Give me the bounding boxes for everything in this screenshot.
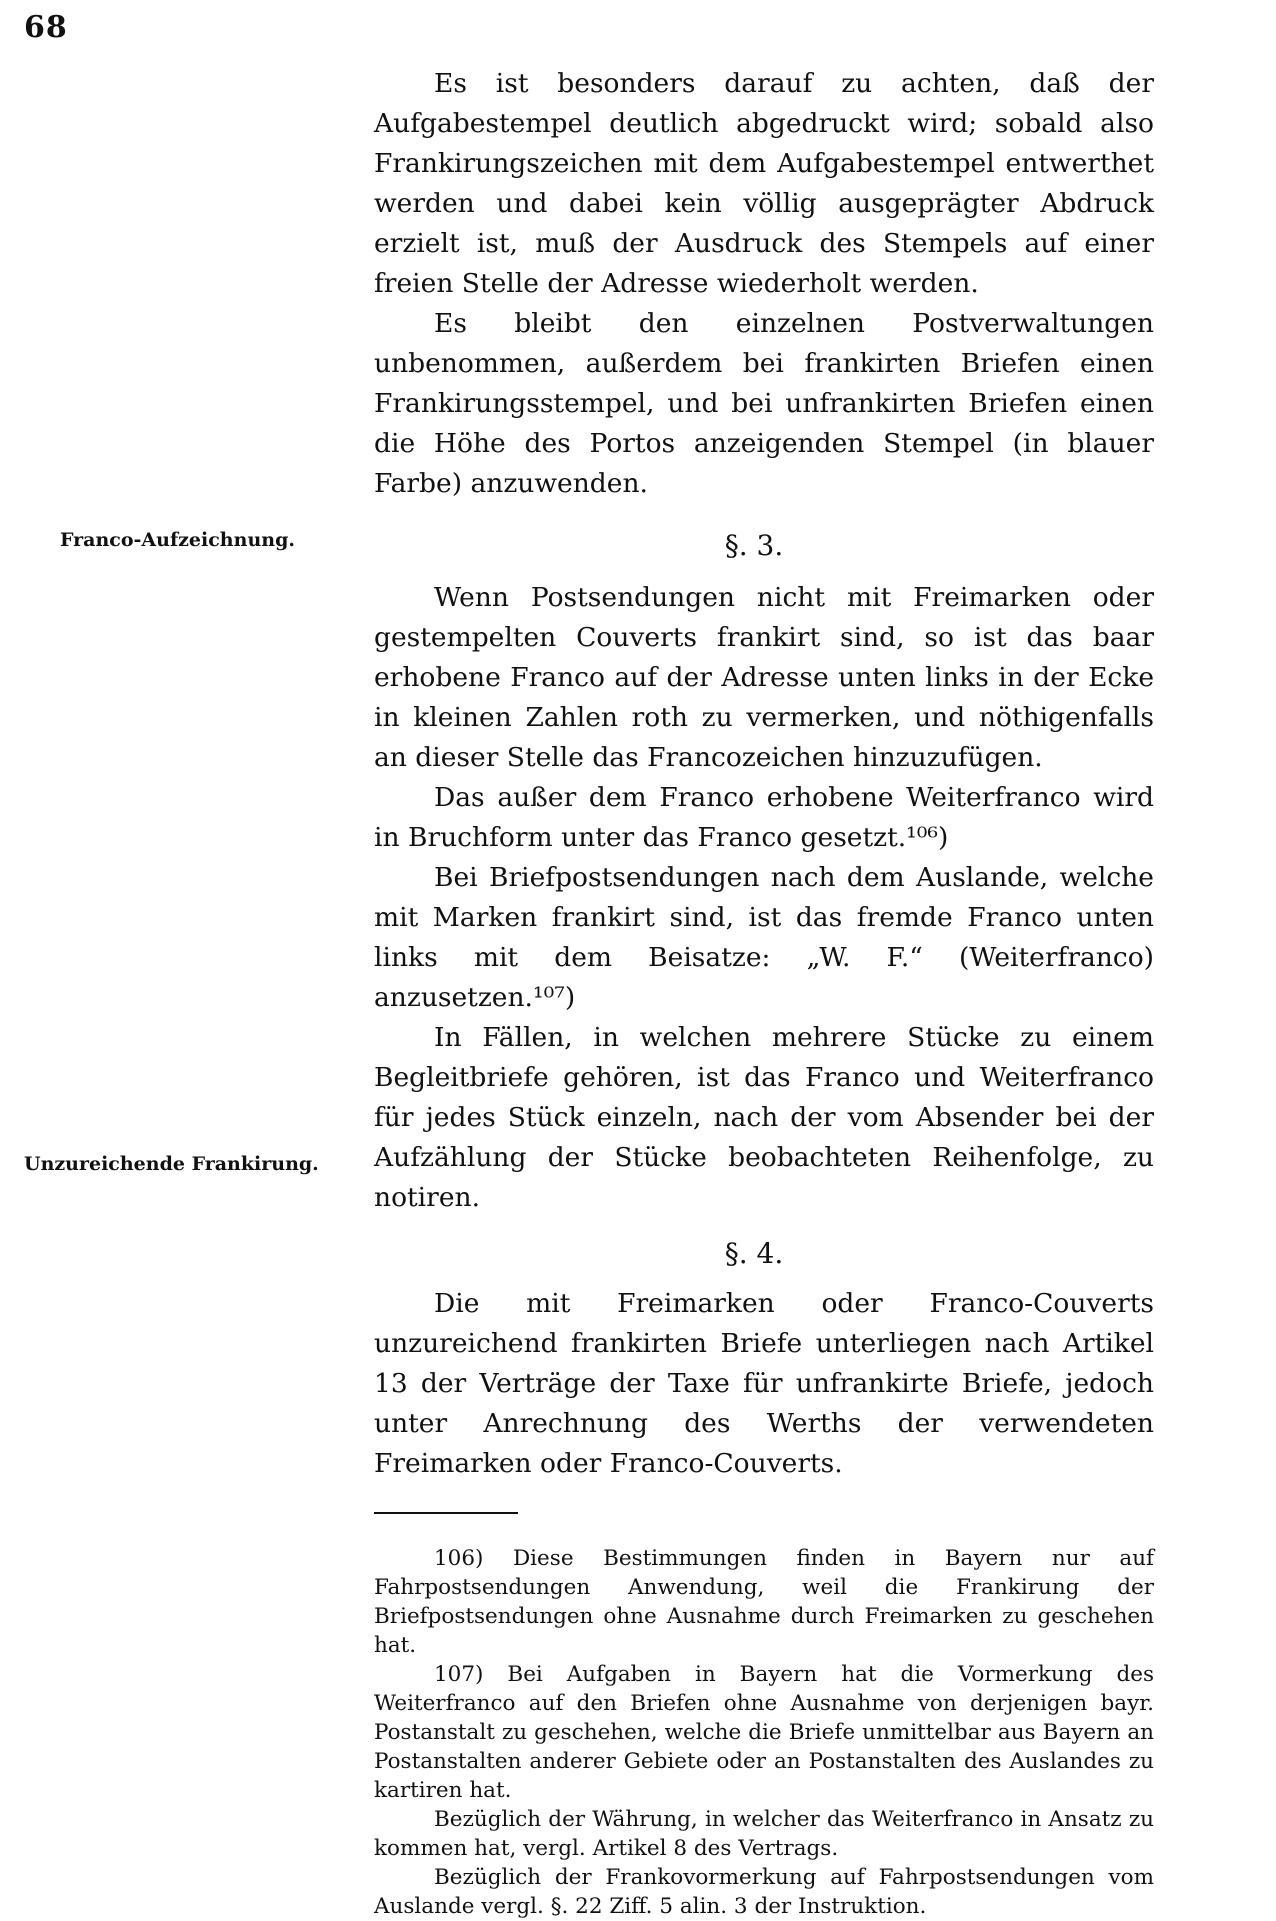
- paragraph: Bei Briefpostsendungen nach dem Auslande, welche mit Marken frankirt sind, ist das fremde Franco unten links mit dem Beisatze: „W. F.“ (Weiterfranco) anzusetzen.¹⁰⁷): [374, 862, 1154, 1013]
- footnote: 107) Bei Aufgaben in Bayern hat die Vormerkung des Weiterfranco auf den Briefen ohne Ausnahme von derjenigen bayr. Postanstalt zu geschehen, welche die Briefe unmittelbar aus Bayern an Postanstalten anderer Gebiete oder an Postanstalten des Auslandes zu kartiren hat.: [374, 1662, 1154, 1803]
- footnote: Bezüglich der Währung, in welcher das Weiterfranco in Ansatz zu kommen hat, vergl. Artikel 8 des Vertrags.: [374, 1807, 1154, 1861]
- paragraph: Es ist besonders darauf zu achten, daß der Aufgabestempel deutlich abgedruckt wird; sobald also Frankirungszeichen mit dem Aufgabestempel entwerthet werden und dabei kein völlig ausgeprägter Abdruck erzielt ist, muß der Ausdruck des Stempels auf einer freien Stelle der Adresse wiederholt werden.: [374, 68, 1154, 299]
- margin-note-unzureichende-frankirung: Unzureichende Frankirung.: [24, 1153, 319, 1175]
- footnote: Bezüglich der Frankovormerkung auf Fahrpostsendungen vom Auslande vergl. §. 22 Ziff. 5 alin. 3 der Instruktion.: [374, 1865, 1154, 1919]
- paragraph: In Fällen, in welchen mehrere Stücke zu einem Begleitbriefe gehören, ist das Franco und Weiterfranco für jedes Stück einzeln, nach der vom Absender bei der Aufzählung der Stücke beobachteten Reihenfolge, zu notiren.: [374, 1022, 1154, 1213]
- section-heading-4: §. 4.: [724, 1237, 784, 1270]
- section-heading-3: §. 3.: [724, 529, 784, 562]
- main-text-column: [374, 64, 1154, 1921]
- paragraph: Die mit Freimarken oder Franco-Couverts unzureichend frankirten Briefe unterliegen nach Artikel 13 der Verträge der Taxe für unfrankirte Briefe, jedoch unter Anrechnung des Werths der verwendeten Freimarken oder Franco-Couverts.: [374, 1288, 1154, 1479]
- footnote-divider: [374, 1512, 518, 1514]
- footnote: 106) Diese Bestimmungen finden in Bayern nur auf Fahrpostsendungen Anwendung, weil die Frankirung der Briefpostsendungen ohne Ausnahme durch Freimarken zu geschehen hat.: [374, 1546, 1154, 1658]
- page-number: 68: [24, 10, 68, 45]
- paragraph: Wenn Postsendungen nicht mit Freimarken oder gestempelten Couverts frankirt sind, so ist das baar erhobene Franco auf der Adresse unten links in der Ecke in kleinen Zahlen roth zu vermerken, und nöthigenfalls an dieser Stelle das Francozeichen hinzuzufügen.: [374, 582, 1154, 773]
- paragraph: Das außer dem Franco erhobene Weiterfranco wird in Bruchform unter das Franco gesetzt.¹⁰⁶): [374, 782, 1154, 853]
- margin-note-franco-aufzeichnung: Franco-Aufzeichnung.: [60, 529, 295, 551]
- paragraph: Es bleibt den einzelnen Postverwaltungen unbenommen, außerdem bei frankirten Briefen einen Frankirungsstempel, und bei unfrankirten Briefen einen die Höhe des Portos anzeigenden Stempel (in blauer Farbe) anzuwenden.: [374, 308, 1154, 499]
